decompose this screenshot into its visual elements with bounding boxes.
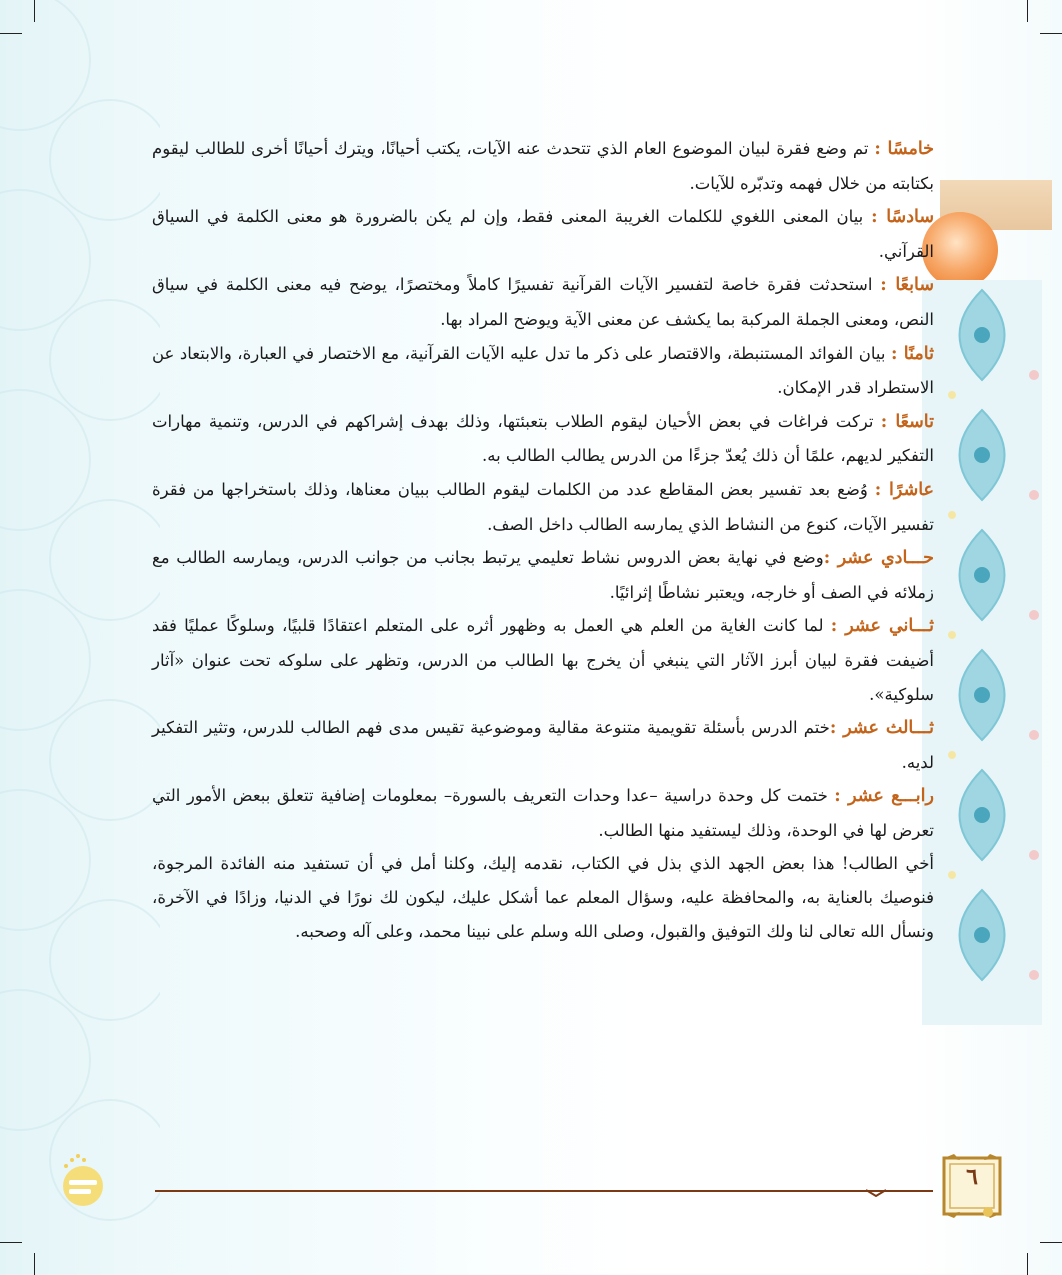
item-label: ثـــالث عشر :	[829, 718, 934, 739]
list-item	[152, 337, 934, 405]
item-text: بيان الفوائد المستنبطة، والاقتصار على ذكر ما تدل عليه الآيات القرآنية، مع الاختصار في العبارة، والابتعاد عن الاستطراد قدر الإمكان.	[152, 343, 934, 398]
crop-mark	[1027, 0, 1028, 22]
item-label: رابـــع عشر :	[834, 786, 934, 807]
list-item	[152, 473, 934, 541]
main-content	[152, 132, 934, 948]
list-item	[152, 541, 934, 609]
crop-mark	[34, 1253, 35, 1275]
page-number: ٦	[966, 1164, 978, 1190]
item-label: سابعًا :	[880, 275, 934, 296]
list-item	[152, 132, 934, 200]
footer-rule	[155, 1190, 933, 1192]
list-item	[152, 268, 934, 336]
list-item	[152, 779, 934, 847]
item-label: خامسًا :	[874, 139, 934, 159]
item-text: وضع في نهاية بعض الدروس نشاط تعليمي يرتبط بجانب من جوانب الدرس، ويمارسه الطالب مع زملائه في الصف أو خارجه، ويعتبر نشاطًا إثرائيًا.	[152, 548, 934, 602]
crop-mark	[1040, 1242, 1062, 1243]
item-text: استحدثت فقرة خاصة لتفسير الآيات القرآنية تفسيرًا كاملاً ومختصرًا، يوضح فيه معنى الكلمة في سياق النص، ومعنى الجملة المركبة بما يكشف عن معنى الآية ويوضح المراد بها.	[152, 275, 934, 329]
crop-mark	[0, 1242, 22, 1243]
item-text: وُضع بعد تفسير بعض المقاطع عدد من الكلمات ليقوم الطالب ببيان معناها، وذلك باستخراجها من فقرة تفسير الآيات، كنوع من النشاط الذي يمارسه الطالب داخل الصف.	[152, 479, 934, 534]
item-label: ثـــاني عشر :	[830, 616, 934, 637]
publisher-logo-icon	[52, 1150, 114, 1212]
item-text: ختمت كل وحدة دراسية –عدا وحدات التعريف بالسورة– بمعلومات إضافية تتعلق ببعض الأمور التي تعرض لها في الوحدة، وذلك ليستفيد منها الطالب.	[152, 786, 934, 840]
closing-paragraph: أخي الطالب! هذا بعض الجهد الذي بذل في الكتاب، نقدمه إليك، وكلنا أمل في أن تستفيد منه الفائدة المرجوة، فنوصيك بالعناية به، والمحافظة عليه، وسؤال المعلم عما أشكل عليك، ليكون لك نورًا في الدنيا، وزادًا في الآخرة، ونسأل الله تعالى لنا ولك التوفيق والقبول، وصلى الله وسلم على نبينا محمد، وعلى آله وصحبه.	[152, 854, 934, 941]
list-item	[152, 405, 934, 473]
item-text: بيان المعنى اللغوي للكلمات الغريبة المعنى فقط، وإن لم يكن بالضرورة هو معنى الكلمة في السياق القرآني.	[152, 207, 934, 261]
ornamental-border-right	[922, 280, 1042, 1025]
item-label: سادسًا :	[871, 207, 934, 228]
crop-mark	[1040, 33, 1062, 34]
list-item	[152, 609, 934, 711]
footer-rule-ornament	[866, 1185, 886, 1197]
crop-mark	[0, 33, 22, 34]
item-text: لما كانت الغاية من العلم هي العمل به وظهور أثره على المتعلم اعتقادًا قلبيًا، وسلوكًا عمليًا فقد أضيفت فقرة لبيان أبرز الآثار التي ينبغي أن يخرج بها الطالب من الدرس، وتظهر على سلوكه تحت عنوان «آثار سلوكية».	[152, 616, 934, 704]
item-label: ثامنًا :	[890, 343, 934, 364]
item-label: تاسعًا :	[880, 411, 934, 432]
item-text: تم وضع فقرة لبيان الموضوع العام الذي تتحدث عنه الآيات، يكتب أحيانًا، ويترك أحيانًا أخرى للطالب ليقوم بكتابته من خلال فهمه وتدبّره للآيات.	[152, 139, 934, 193]
crop-mark	[34, 0, 35, 22]
item-text: ختم الدرس بأسئلة تقويمية متنوعة مقالية وموضوعية تقيس مدى فهم الطالب للدرس، وتثير التفكير لديه.	[152, 718, 934, 772]
crop-mark	[1027, 1253, 1028, 1275]
list-item	[152, 200, 934, 268]
item-label: حـــادي عشر :	[823, 548, 934, 569]
decorative-pattern-left	[0, 0, 160, 1275]
list-item	[152, 711, 934, 779]
item-text: تركت فراغات في بعض الأحيان ليقوم الطلاب بتعبئتها، وذلك بهدف إشراكهم في الدرس، وتنمية مهارات التفكير لديهم، علمًا أن ذلك يُعدّ جزءًا من الدرس يطالب الطالب به.	[152, 411, 934, 466]
item-label: عاشرًا :	[874, 479, 934, 500]
